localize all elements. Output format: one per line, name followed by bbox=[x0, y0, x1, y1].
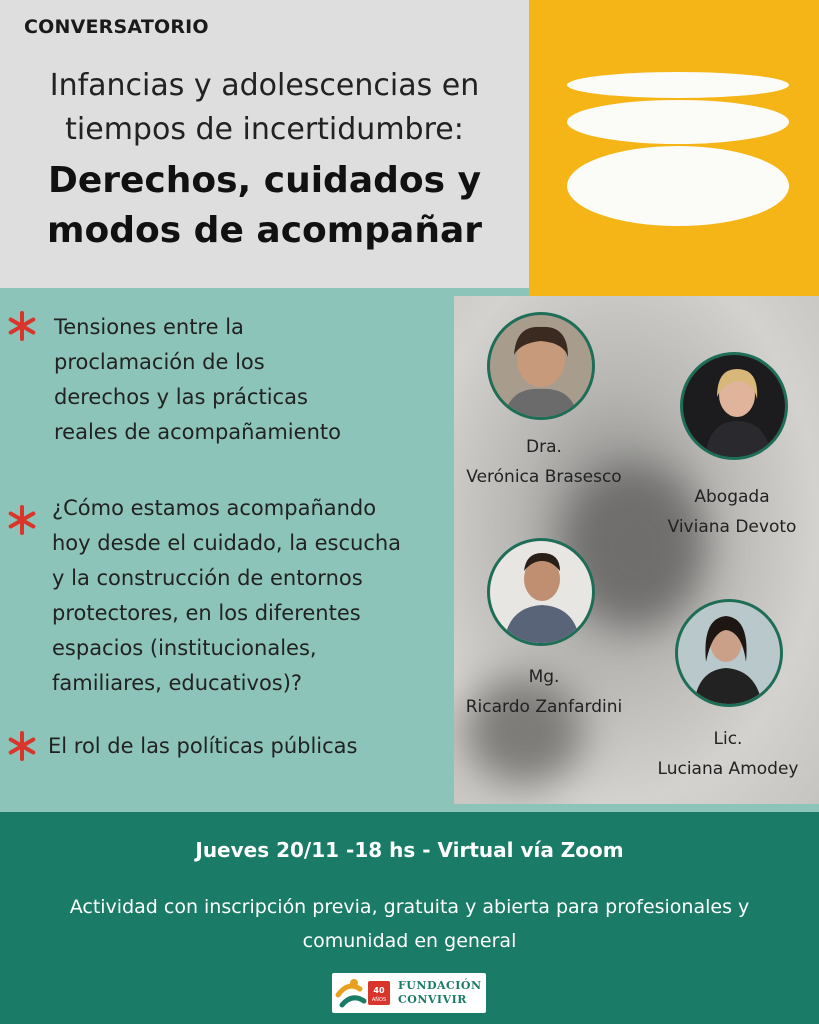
speaker-photo bbox=[680, 352, 788, 460]
speaker-title: Abogada bbox=[694, 487, 770, 507]
title-light-line: tiempos de incertidumbre: bbox=[65, 112, 464, 147]
speaker-title: Lic. bbox=[713, 729, 743, 749]
topic-line: ¿Cómo estamos acompañando bbox=[52, 496, 377, 520]
asterisk-icon bbox=[6, 310, 38, 342]
kicker-label: CONVERSATORIO bbox=[24, 16, 209, 38]
logo-emblem-icon bbox=[334, 973, 396, 1013]
topic-line: proclamación de los bbox=[54, 350, 265, 374]
logo-text bbox=[398, 979, 482, 1007]
title-bold-line: Derechos, cuidados y bbox=[47, 160, 482, 201]
event-description-line: comunidad en general bbox=[302, 930, 517, 952]
topic-item bbox=[54, 310, 341, 450]
topics-panel bbox=[0, 288, 454, 812]
topic-line: protectores, en los diferentes bbox=[52, 601, 361, 625]
topic-line: familiares, educativos)? bbox=[52, 671, 303, 695]
logo-line: CONVIVIR bbox=[398, 993, 467, 1006]
speaker-title: Dra. bbox=[526, 437, 562, 457]
title-bold bbox=[0, 156, 529, 256]
topic-item bbox=[48, 729, 358, 764]
asterisk-icon bbox=[6, 730, 38, 762]
person-icon bbox=[678, 602, 780, 704]
speaker-title: Mg. bbox=[528, 667, 560, 687]
speaker-photo bbox=[487, 538, 595, 646]
topic-line: El rol de las políticas públicas bbox=[48, 734, 358, 758]
logo-line: FUNDACIÓN bbox=[398, 979, 482, 992]
speaker-label bbox=[638, 724, 818, 784]
speaker-name: Ricardo Zanfardini bbox=[465, 697, 623, 717]
event-datetime: Jueves 20/11 -18 hs - Virtual vía Zoom bbox=[195, 838, 624, 862]
speaker-name: Luciana Amodey bbox=[657, 759, 799, 779]
topic-line: reales de acompañamiento bbox=[54, 420, 341, 444]
topic-line: derechos y las prácticas bbox=[54, 385, 308, 409]
speaker-photo bbox=[487, 312, 595, 420]
footer-panel bbox=[0, 812, 819, 1024]
person-icon bbox=[490, 315, 592, 417]
title-light bbox=[0, 64, 529, 152]
svg-text:40: 40 bbox=[373, 986, 385, 995]
speaker-label bbox=[454, 662, 634, 722]
decorative-oval bbox=[567, 100, 789, 144]
topic-line: y la construcción de entornos bbox=[52, 566, 363, 590]
topic-line: hoy desde el cuidado, la escucha bbox=[52, 531, 402, 555]
decorative-oval bbox=[567, 146, 789, 226]
svg-text:AÑOS: AÑOS bbox=[371, 997, 387, 1003]
speakers-panel bbox=[454, 296, 819, 804]
event-description-line: Actividad con inscripción previa, gratuita y abierta para profesionales y bbox=[69, 896, 750, 918]
topic-line: Tensiones entre la bbox=[54, 315, 244, 339]
person-icon bbox=[683, 355, 785, 457]
title-bold-line: modos de acompañar bbox=[46, 210, 483, 251]
asterisk-icon bbox=[6, 504, 38, 536]
decorative-yellow-block bbox=[529, 0, 819, 296]
topic-line: espacios (institucionales, bbox=[52, 636, 317, 660]
fundacion-convivir-logo bbox=[332, 973, 486, 1013]
speaker-label bbox=[454, 432, 634, 492]
speaker-name: Verónica Brasesco bbox=[466, 467, 622, 487]
topic-item bbox=[52, 491, 401, 701]
header-panel bbox=[0, 0, 529, 288]
speaker-photo bbox=[675, 599, 783, 707]
speaker-label bbox=[642, 482, 819, 542]
title-light-line: Infancias y adolescencias en bbox=[49, 68, 480, 103]
person-icon bbox=[490, 541, 592, 643]
decorative-oval bbox=[567, 72, 789, 98]
event-description bbox=[0, 890, 819, 958]
speaker-name: Viviana Devoto bbox=[667, 517, 797, 537]
